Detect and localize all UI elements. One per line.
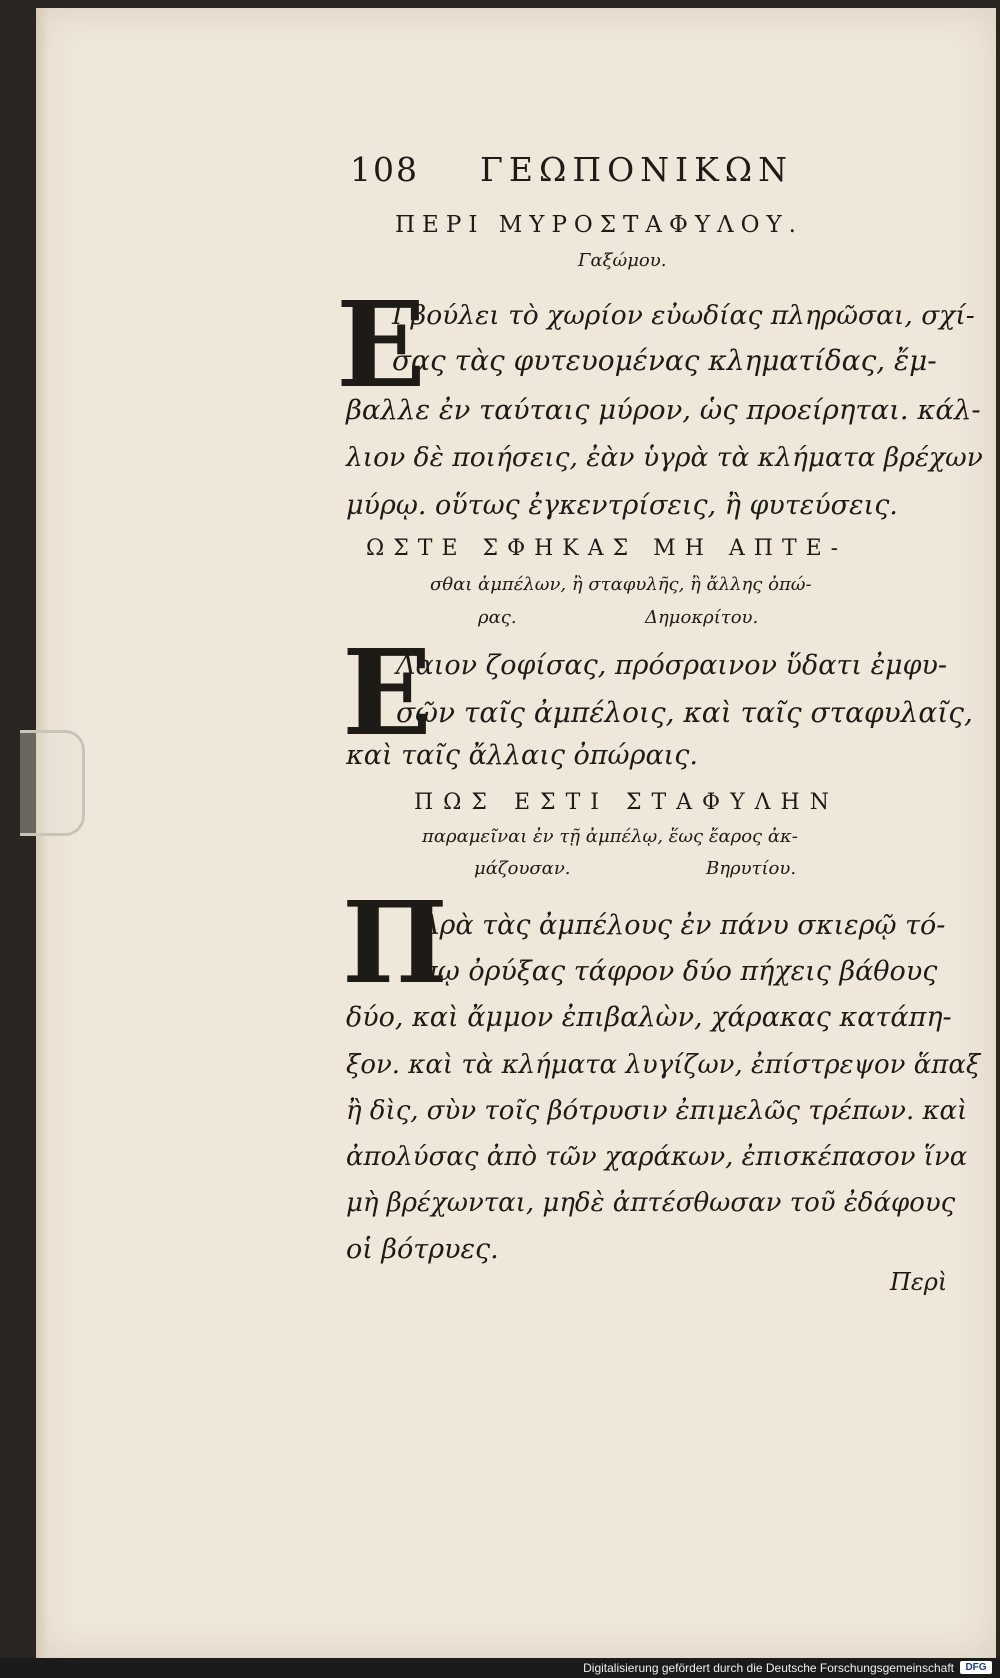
section3-title: ΠΩΣ ΕΣΤΙ ΣΤΑΦΥΛΗΝ — [414, 790, 839, 815]
section3-subtitle-line-1: παραμεῖναι ἐν τῇ ἀμπέλῳ, ἕως ἔαρος ἀκ- — [422, 826, 798, 847]
section2-line-1: Λαιον ζοφίσας, πρόσραινον ὕδατι ἐμφυ- — [396, 650, 948, 681]
section2-drop-cap: E — [342, 623, 432, 762]
section1-line-5: μύρῳ. οὕτως ἐγκεντρίσεις, ἢ φυτεύσεις. — [346, 490, 898, 521]
section3-subtitle-line-2: μάζουσαν. — [474, 858, 571, 879]
section3-line-5: ἢ δὶς, σὺν τοῖς βότρυσιν ἐπιμελῶς τρέπων. καὶ — [346, 1096, 968, 1126]
page-tab-marker — [20, 730, 85, 836]
running-title: ΓΕΩΠΟΝΙΚΩΝ — [480, 150, 793, 189]
section2-subtitle-line-2: ρας. — [478, 607, 517, 628]
footer-bar — [0, 1658, 1000, 1678]
section3-line-1: Αρὰ τὰς ἀμπέλους ἐν πάνυ σκιερῷ τό- — [420, 910, 946, 941]
section1-drop-cap: E — [336, 275, 426, 414]
section3-line-7: μὴ βρέχωνται, μηδὲ ἀπτέσθωσαν τοῦ ἐδάφους — [346, 1188, 956, 1218]
section1-line-3: βαλλε ἐν ταύταις μύρον, ὡς προείρηται. κάλ- — [346, 394, 981, 426]
section1-line-2: σας τὰς φυτευομένας κληματίδας, ἔμ- — [392, 344, 937, 377]
section1-author: Γαξώμου. — [578, 250, 667, 271]
page-number: 108 — [350, 150, 419, 189]
running-head — [350, 150, 990, 194]
section2-subtitle-line-1: σθαι ἀμπέλων, ἢ σταφυλῆς, ἢ ἄλλης ὀπώ- — [430, 574, 812, 595]
section1-line-4: λιον δὲ ποιήσεις, ἐὰν ὑγρὰ τὰ κλήματα βρέχων — [346, 442, 983, 473]
dfg-logo: DFG — [960, 1661, 992, 1674]
section3-line-3: δύο, καὶ ἄμμον ἐπιβαλὼν, χάρακας κατάπη- — [346, 1002, 952, 1033]
section3-drop-cap: Π — [342, 878, 448, 1009]
catchword: Περὶ — [890, 1268, 948, 1296]
section3-line-4: ξον. καὶ τὰ κλήματα λυγίζων, ἐπίστρεψον ἅπαξ — [346, 1050, 981, 1080]
section3-line-2: πῳ ὀρύξας τάφρον δύο πήχεις βάθους — [420, 956, 938, 987]
section1-line-1: Ι βούλει τὸ χωρίον εὐωδίας πληρῶσαι, σχί- — [392, 300, 975, 331]
footer-credit: Digitalisierung gefördert durch die Deutsche Forschungsgemeinschaft — [583, 1661, 954, 1675]
section3-line-8: οἱ βότρυες. — [346, 1234, 499, 1265]
section2-author: Δημοκρίτου. — [645, 607, 759, 628]
section3-line-6: ἀπολύσας ἀπὸ τῶν χαράκων, ἐπισκέπασον ἵνα — [346, 1142, 968, 1172]
section2-title: ΩΣΤΕ ΣΦΗΚΑΣ ΜΗ ΑΠΤΕ- — [366, 536, 848, 561]
section2-line-2: σῶν ταῖς ἀμπέλοις, καὶ ταῖς σταφυλαῖς, — [396, 696, 973, 729]
section2-line-3: καὶ ταῖς ἄλλαις ὀπώραις. — [346, 740, 698, 771]
section1-title: ΠΕΡΙ ΜΥΡΟΣΤΑΦΥΛΟΥ. — [395, 212, 803, 238]
section3-author: Βηρυτίου. — [706, 858, 797, 879]
